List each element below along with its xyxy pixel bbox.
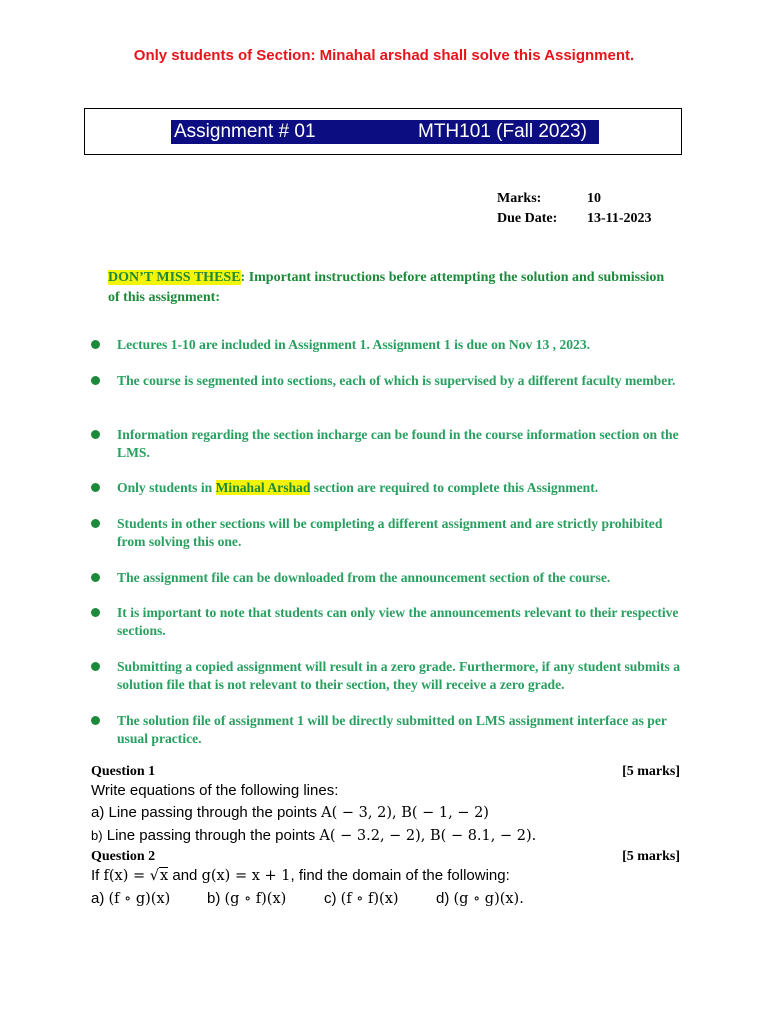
marks-label: Marks: <box>497 191 542 206</box>
part-expression: (g ∘ g)(x). <box>453 891 524 907</box>
section-name-highlight: Minahal Arshad <box>215 480 311 495</box>
part-expression: (g ∘ f)(x) <box>224 891 287 907</box>
bullet-text: Information regarding the section incharge can be found in the course information section on the LMS. <box>117 427 679 460</box>
bullet-text: The assignment file can be downloaded from the announcement section of the course. <box>117 570 611 585</box>
title-box <box>84 108 682 155</box>
part-a-points: A( − 3, 2), B( − 1, − 2) <box>321 805 489 821</box>
question-1-part-b <box>91 827 536 844</box>
bullet-text: It is important to note that students can only view the announcements relevant to their respective sections. <box>117 605 679 638</box>
q2-part-b <box>207 890 324 907</box>
list-item <box>91 712 681 748</box>
bullet-text <box>117 479 681 497</box>
part-b-points: A( − 3.2, − 2), B( − 8.1, − 2). <box>319 828 537 844</box>
list-item <box>91 372 681 390</box>
g-definition: g(x) = x + 1 <box>201 868 291 884</box>
part-label: d) <box>436 890 454 907</box>
list-item <box>91 479 681 497</box>
sqrt-argument: x <box>160 868 169 884</box>
bullet-text: Students in other sections will be completing a different assignment and are strictly prohibited from solving this one. <box>117 516 663 549</box>
list-item <box>91 336 681 354</box>
dont-miss-highlight: DON’T MISS THESE <box>108 270 241 285</box>
list-item <box>91 604 681 640</box>
bullet-icon <box>91 662 100 671</box>
assignment-title: Assignment # 01 <box>174 121 316 142</box>
bullet-text: The solution file of assignment 1 will be directly submitted on LMS assignment interface as per usual practice. <box>117 713 667 746</box>
list-item <box>91 658 681 694</box>
intro-text: : Important instructions before attempting the solution and submission of this assignment: <box>108 270 665 305</box>
question-1-header <box>91 764 680 780</box>
question-2-title: Question 2 <box>91 849 156 864</box>
part-expression: (f ∘ f)(x) <box>340 891 399 907</box>
bullet-icon <box>91 519 100 528</box>
bullet-icon <box>91 430 100 439</box>
q2-rest: , find the domain of the following: <box>290 867 510 884</box>
sqrt-sign: √ <box>149 868 159 884</box>
course-title: MTH101 (Fall 2023) <box>418 121 587 142</box>
list-item <box>91 426 681 462</box>
q2-and: and <box>168 867 202 884</box>
question-1-marks: [5 marks] <box>622 764 680 779</box>
part-a-text: a) Line passing through the points <box>91 804 322 821</box>
section-notice: Only students of Section: Minahal arshad shall solve this Assignment. <box>133 47 635 64</box>
part-label: b) <box>207 890 225 907</box>
question-2-prompt <box>91 867 510 884</box>
list-item <box>91 515 681 551</box>
part-expression: (f ∘ g)(x) <box>108 891 171 907</box>
q2-if: If <box>91 867 104 884</box>
question-2-parts <box>91 890 524 907</box>
part-b-text: Line passing through the points <box>102 827 320 844</box>
list-item <box>91 569 681 587</box>
due-date-row <box>497 211 652 227</box>
part-label: a) <box>91 890 109 907</box>
marks-row <box>497 191 601 207</box>
question-2-marks: [5 marks] <box>622 849 680 864</box>
question-1-title: Question 1 <box>91 764 156 779</box>
question-1-part-a <box>91 804 489 821</box>
bullet-text: The course is segmented into sections, each of which is supervised by a different faculty member. <box>117 373 676 388</box>
instructions-intro <box>108 268 668 308</box>
due-date-label: Due Date: <box>497 211 558 226</box>
part-label: c) <box>324 890 341 907</box>
bullet-icon <box>91 340 100 349</box>
bullet-text: Submitting a copied assignment will result in a zero grade. Furthermore, if any student submits a solution file that is not relevant to their section, they will receive a zero grade. <box>117 659 681 692</box>
q2-part-a <box>91 890 207 907</box>
bullet-text-before: Only students in <box>117 480 216 495</box>
q2-part-c <box>324 890 436 907</box>
bullet-icon <box>91 716 100 725</box>
bullet-text: Lectures 1-10 are included in Assignment 1. Assignment 1 is due on Nov 13 , 2023. <box>117 337 591 352</box>
part-b-label: b) <box>91 828 103 843</box>
bullet-icon <box>91 376 100 385</box>
due-date-value: 13-11-2023 <box>587 211 652 226</box>
f-definition: f(x) = <box>103 868 150 884</box>
q2-part-d <box>436 890 524 907</box>
bullet-icon <box>91 483 100 492</box>
bullet-icon <box>91 608 100 617</box>
bullet-icon <box>91 573 100 582</box>
title-bar <box>171 120 599 144</box>
question-2-header <box>91 849 680 865</box>
bullet-text-after: section are required to complete this Assignment. <box>310 480 599 495</box>
question-1-prompt: Write equations of the following lines: <box>91 782 339 799</box>
marks-value: 10 <box>587 191 601 206</box>
